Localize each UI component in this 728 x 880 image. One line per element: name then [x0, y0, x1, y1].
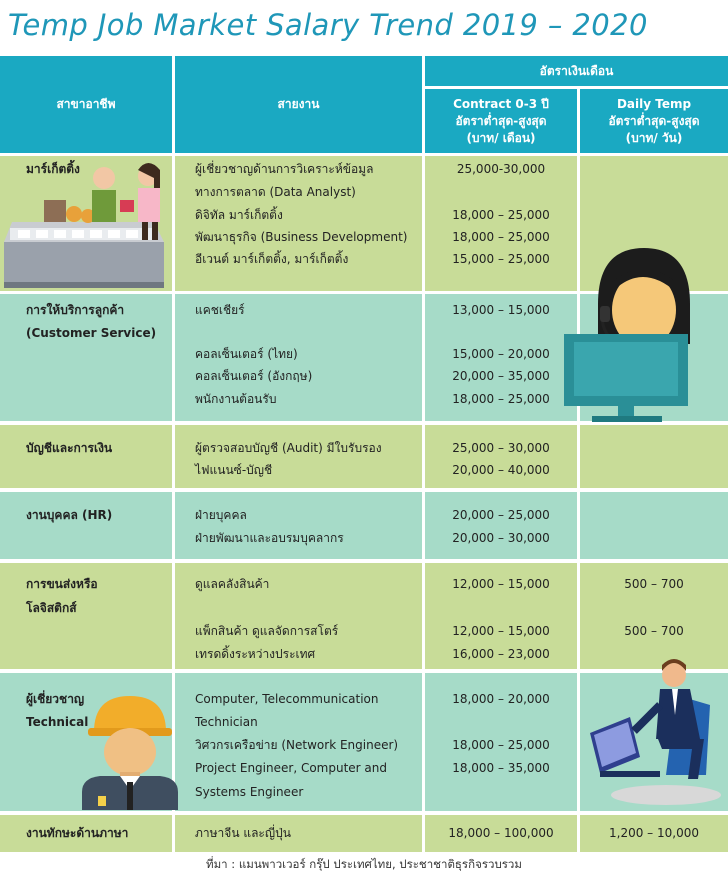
- contract-salary: 18,000 – 100,000: [448, 826, 554, 840]
- job-title: พัฒนาธุรกิจ (Business Development): [195, 230, 408, 244]
- section-3-column-3-bg: [580, 492, 728, 559]
- contract-salary: 18,000 – 25,000: [452, 208, 550, 222]
- job-title: อีเวนต์ มาร์เก็ตติ้ง, มาร์เก็ตติ้ง: [195, 252, 349, 266]
- category-label: (Customer Service): [26, 326, 157, 340]
- job-title: ผู้เชี่ยวชาญด้านการวิเคราะห์ข้อมูล: [195, 162, 374, 176]
- contract-salary: 18,000 – 20,000: [452, 692, 550, 706]
- job-title: แพ็กสินค้า ดูแลจัดการสโตร์: [195, 624, 339, 638]
- daily-salary: 500 – 700: [624, 624, 684, 638]
- page-title: Temp Job Market Salary Trend 2019 – 2020: [8, 8, 648, 42]
- contract-salary: 18,000 – 25,000: [452, 738, 550, 752]
- contract-salary: 12,000 – 15,000: [452, 624, 550, 638]
- header-job-position-label: สายงาน: [277, 97, 320, 111]
- contract-salary: 12,000 – 15,000: [452, 577, 550, 591]
- contract-salary: 20,000 – 35,000: [452, 369, 550, 383]
- contract-salary: 16,000 – 23,000: [452, 647, 550, 661]
- category-label: การขนส่งหรือ: [26, 577, 98, 591]
- header-daily-line3: (บาท/ วัน): [625, 130, 683, 145]
- header-contract-line1: Contract 0-3 ปี: [453, 96, 549, 111]
- daily-salary: 500 – 700: [624, 577, 684, 591]
- job-title: ดูแลคลังสินค้า: [195, 577, 270, 591]
- job-title: Technician: [195, 715, 258, 729]
- job-title: ฝ่ายบุคคล: [195, 508, 247, 522]
- contract-salary: 13,000 – 15,000: [452, 303, 550, 317]
- job-title: ฝ่ายพัฒนาและอบรมบุคลากร: [195, 531, 344, 545]
- header-contract-line3: (บาท/ เดือน): [466, 130, 536, 145]
- job-title: Systems Engineer: [195, 785, 304, 799]
- header-daily-line1: Daily Temp: [616, 96, 692, 111]
- header-daily-line2: อัตราต่ำสุด-สูงสุด: [608, 113, 700, 128]
- call-center-agent-illustration: [560, 232, 720, 422]
- daily-salary: 1,200 – 10,000: [609, 826, 699, 840]
- contract-salary: 15,000 – 20,000: [452, 347, 550, 361]
- category-label: ผู้เชี่ยวชาญ: [26, 692, 85, 706]
- job-title: ทางการตลาด (Data Analyst): [195, 185, 356, 199]
- job-title: ภาษาจีน และญี่ปุ่น: [195, 826, 291, 840]
- job-title: Project Engineer, Computer and: [195, 761, 387, 775]
- category-label: โลจิสติกส์: [26, 601, 77, 615]
- section-2-column-3-bg: [580, 425, 728, 488]
- job-title: เทรดดิ้งระหว่างประเทศ: [195, 647, 316, 661]
- category-label: บัญชีและการเงิน: [26, 441, 113, 455]
- technician-avatar-illustration: [80, 690, 180, 810]
- job-title: วิศวกรเครือข่าย (Network Engineer): [195, 738, 399, 752]
- job-title: Computer, Telecommunication: [195, 692, 379, 706]
- source-note: ที่มา : แมนพาวเวอร์ กรุ๊ป ประเทศไทย, ประชาชาติธุรกิจรวบรวม: [206, 857, 522, 871]
- job-title: ไฟแนนซ์-บัญชี: [195, 463, 273, 477]
- contract-salary: 25,000-30,000: [456, 162, 546, 176]
- header-monthly-rate: [425, 56, 728, 86]
- header-career-field-label: สาขาอาชีพ: [56, 97, 116, 111]
- category-label: Technical: [26, 715, 89, 729]
- job-title: พนักงานต้อนรับ: [195, 392, 277, 406]
- job-title: แคชเชียร์: [195, 303, 245, 317]
- category-label: งานทักษะด้านภาษา: [26, 826, 129, 840]
- market-stall-illustration: [4, 156, 170, 292]
- header-daily: [580, 89, 728, 153]
- category-label: มาร์เก็ตติ้ง: [26, 162, 80, 176]
- contract-salary: 18,000 – 25,000: [452, 392, 550, 406]
- job-title: คอลเซ็นเตอร์ (อังกฤษ): [195, 369, 313, 383]
- header-career-field: [0, 56, 172, 153]
- header-contract-line2: อัตราต่ำสุด-สูงสุด: [455, 113, 547, 128]
- contract-salary: 18,000 – 25,000: [452, 230, 550, 244]
- category-label: งานบุคคล (HR): [26, 508, 113, 522]
- contract-salary: 25,000 – 30,000: [452, 441, 550, 455]
- contract-salary: 20,000 – 40,000: [452, 463, 550, 477]
- contract-salary: 15,000 – 25,000: [452, 252, 550, 266]
- office-worker-illustration: [586, 655, 724, 810]
- contract-salary: 20,000 – 25,000: [452, 508, 550, 522]
- header-monthly-rate-label: อัตราเงินเดือน: [539, 63, 614, 78]
- contract-salary: 18,000 – 35,000: [452, 761, 550, 775]
- category-label: การให้บริการลูกค้า: [26, 303, 125, 317]
- job-title: ดิจิทัล มาร์เก็ตติ้ง: [195, 208, 283, 222]
- job-title: คอลเซ็นเตอร์ (ไทย): [195, 347, 298, 361]
- header-contract: [425, 89, 577, 153]
- job-title: ผู้ตรวจสอบบัญชี (Audit) มีใบรับรอง: [195, 441, 382, 455]
- contract-salary: 20,000 – 30,000: [452, 531, 550, 545]
- header-job-position: [175, 56, 422, 153]
